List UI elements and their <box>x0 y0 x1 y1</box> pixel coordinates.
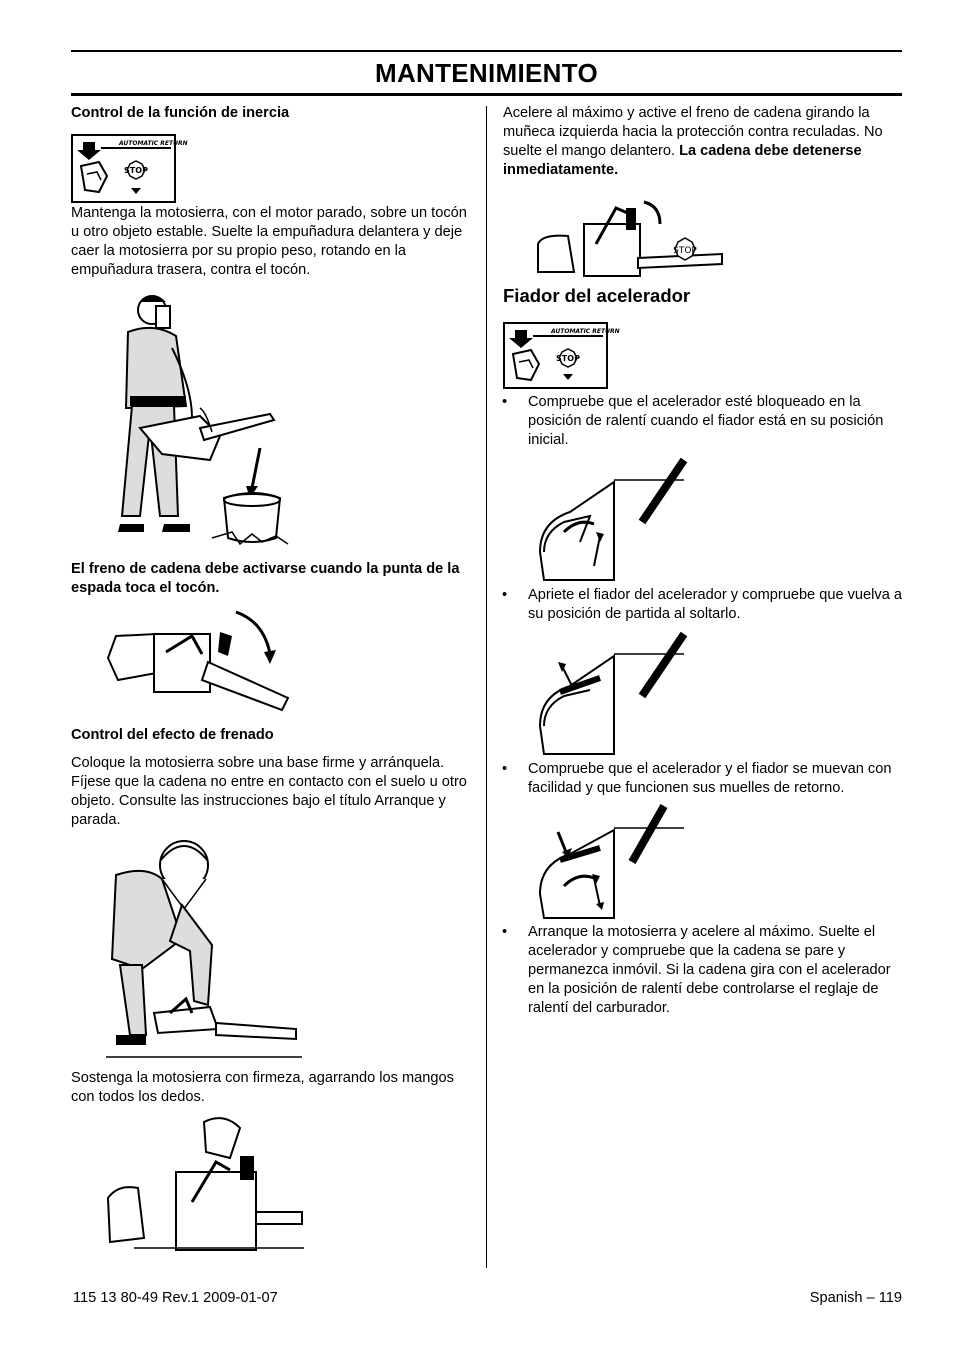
footer-page-number: Spanish – 119 <box>809 1290 902 1306</box>
bullet-marker: • <box>502 761 508 777</box>
person-starting-chainsaw-illustration <box>106 835 302 1060</box>
bullet-text: Arranque la motosierra y acelere al máximo. Suelte el acelerador y compruebe que la cadena se pare y permanezca inmóvil. Si la cadena gira con el acelerador en la posición de ralentí debe controlarse el reglaje de ralentí del carburador. <box>528 924 891 1016</box>
header-rule-top <box>71 50 902 52</box>
bullet-item <box>502 760 904 800</box>
chainsaw-brake-illustration <box>104 602 294 720</box>
heading-inertia-control: Control de la función de inercia <box>71 105 290 121</box>
heading-braking-effect: Control del efecto de frenado <box>71 727 274 743</box>
bullet-marker: • <box>502 394 508 410</box>
header-rule-bottom <box>71 93 902 96</box>
person-chainsaw-stump-illustration <box>100 288 300 553</box>
throttle-idle-illustration <box>534 456 688 580</box>
hand-on-chainsaw-illustration <box>104 1112 304 1254</box>
column-divider <box>486 106 487 1268</box>
bullet-item <box>502 393 904 453</box>
automatic-return-label: AUTOMATIC RETURN <box>551 328 620 335</box>
bullet-item <box>502 586 904 626</box>
footer-doc-number: 115 13 80-49 Rev.1 2009-01-07 <box>73 1290 278 1306</box>
bullet-item <box>502 923 904 1023</box>
bullet-text: Apriete el fiador del acelerador y compruebe que vuelva a su posición de partida al soltarlo. <box>528 587 902 622</box>
bullet-text: Compruebe que el acelerador esté bloqueado en la posición de ralentí cuando el fiador está en su posición inicial. <box>528 394 884 448</box>
page-title: MANTENIMIENTO <box>375 58 598 88</box>
automatic-return-stop-icon <box>503 322 620 389</box>
stop-label: STOP <box>673 246 697 256</box>
chainsaw-stop-illustration <box>534 184 726 278</box>
stop-label: STOP <box>124 166 148 175</box>
paragraph-hold-firmly: Sostenga la motosierra con firmeza, agarrando los mangos con todos los dedos. <box>71 1070 454 1105</box>
paragraph-accelerate-brake-bold: La cadena debe detenerse inmediatamente. <box>503 143 862 178</box>
bullet-marker: • <box>502 587 508 603</box>
bullet-text: Compruebe que el acelerador y el fiador se muevan con facilidad y que funcionen sus muelles de retorno. <box>528 761 892 796</box>
heading-throttle-lockout: Fiador del acelerador <box>503 285 691 306</box>
paragraph-inertia-instructions: Mantenga la motosierra, con el motor parado, sobre un tocón u otro objeto estable. Suelte la empuñadura delantera y deje caer la motosierra por su propio peso, rotando en la empuñadura trasera, contra el tocón. <box>71 205 467 278</box>
automatic-return-label: AUTOMATIC RETURN <box>119 140 188 147</box>
throttle-lockout-press-illustration <box>534 630 688 754</box>
paragraph-accelerate-brake-text: Acelere al máximo y active el freno de cadena girando la muñeca izquierda hacia la protección contra reculadas. No suelte el mango delantero. <box>503 105 883 159</box>
paragraph-braking-instructions: Coloque la motosierra sobre una base firme y arránquela. Fíjese que la cadena no entre en contacto con el suelo u otro objeto. Consulte las instrucciones bajo el título Arranque y parada. <box>71 755 467 828</box>
throttle-springs-illustration <box>534 802 688 920</box>
bullet-marker: • <box>502 924 508 940</box>
stop-label: STOP <box>556 354 580 363</box>
paragraph-accelerate-brake <box>503 104 903 180</box>
automatic-return-stop-icon <box>71 134 188 203</box>
bold-note-chain-brake: El freno de cadena debe activarse cuando la punta de la espada toca el tocón. <box>71 561 460 596</box>
